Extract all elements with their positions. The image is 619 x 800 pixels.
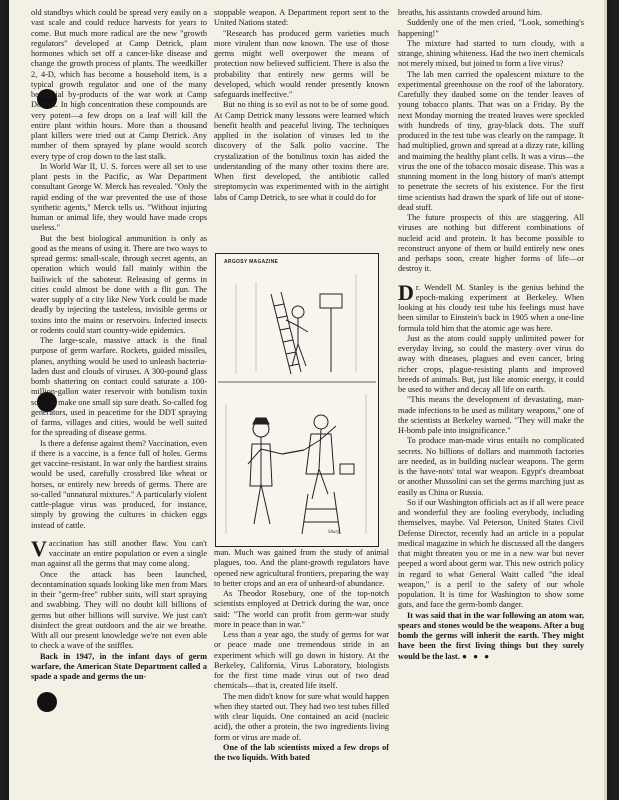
punch-hole-bottom <box>37 692 57 712</box>
paragraph: The future prospects of this are staggering. All viruses are nothing but different combinations of nucleid acid and protein. It has become possible to reconstruct anyone of them or build entirely new ones and perhaps soon, create higher forms of life—or destroy it. <box>398 213 584 274</box>
paragraph: breaths, his assistants crowded around him. <box>398 8 543 17</box>
paragraph: But the best biological ammunition is only as good as the means of using it. There are two ways to spread germs: small-scale, through secret agents, an operation which would fall mainly within the bailiwick of the saboteur. Releasing of germs in cities could almost be done with a flit gun. The water supply of a city like New York could be made deadly by injecting the tasteless, invisible germs or toxins into the mains or reservoirs. Infected insects or rodents could start country-wide epidemics. <box>31 233 207 335</box>
paragraph: In World War II, U. S. forces were all set to use plant pests in the Pacific, as War Department consultant George W. Merck has revealed. "Only the rapid ending of the war prevented the use of those synthetic agents," Merck tells us. "Without injuring human or animal life, they would have made crops useless." <box>31 161 207 233</box>
paragraph: The lab men carried the opalescent mixture to the experimental greenhouse on the roof of the laboratory. Carefully they daubed some on the tender leaves of young tobacco plants. That was on a Friday. By the next Monday morning the treated leaves were speckled with hundreds of tiny, gray-black dots. The stuff produced in the test tube was clearly on the rampage. It had multiplied, grown and spread at a dizzy rate, killing and maiming the healthy plant cells. It was a virus—the virus the one of the tobacco mosaic disease. This was a stunning moment in the long history of man's attempt to penetrate the secrets of his existence. For the first time scientists had drawn the spark of life out of stone-dead stuff. <box>398 69 584 212</box>
column-2-bottom <box>214 548 389 763</box>
cartoon-illustration <box>215 253 379 547</box>
paragraph: Suddenly one of the men cried, "Look, something's happening!" <box>398 18 584 38</box>
cartoon-signature: Sharp <box>328 530 340 535</box>
cartoon-credit: ARGOSY MAGAZINE <box>224 259 279 265</box>
paragraph: old standbys which could be spread very easily on a vast scale and could reduce harvests for years to come. But much more radical are the new "growth regulators" developed at Camp Detrick, plant hormones which set off a cancer-like disease and change the growth process of plants. The weedkiller 2, 4-D, which has become a household item, is a typical growth regulator and one of the many beneficial by-products of the war work at Camp Detrick. In high concentration these compounds are very potent—a few drops on a leaf will kill the entire plant within hours. More than a thousand plant killers were tried out at Camp Detrick. Any number of them sprayed by plane would scorch every type of crop down to the last stalk. <box>31 8 207 161</box>
scan-edge <box>604 0 607 800</box>
paragraph: To produce man-made virus entails no complicated secrets. No billions of dollars and mammoth factories are needed, as in building nuclear weapons. The germ is the have-nots' total war weapon. Egypt's dreamboat or another Mussolini can set the germs marching just as easily as China or Russia. <box>398 436 584 497</box>
paragraph: man. Much was gained from the study of animal plagues, too. And the plant-growth regulators have opened new agricultural frontiers, preparing the way to better crops and an era of unheard-of abundance. <box>214 548 389 588</box>
paragraph: Just as the atom could supply unlimited power for everyday living, so could the mastery over virus do away with diseases, plagues and even cancer, bring richer crops, plague-resisting plants and improved breeds of animals. But, just like atomic energy, it could be used to wither and decay all life on earth. <box>398 333 584 394</box>
magazine-page <box>9 0 607 800</box>
paragraph-dropcap: Dr. Wendell M. Stanley is the genius behind the epoch-making experiment at Berkeley. When looking at his cloudy test tube his feelings must have been similar to Einstein's back in 1905 when a one-line formula told him that the atomic age was here. <box>398 279 584 333</box>
paragraph: The men didn't know for sure what would happen when they started out. They had two test tubes filled with clear liquids. One contained an acid (nucleic acid), the other a protein, the two ingredients living form or virus are made of. <box>214 691 389 742</box>
paragraph: So if our Washington officials act as if all were peace and wonderful they are fooling everybody, including themselves, maybe. Val Peterson, United States Civil Defense Director, recently had an article in a popular medical magazine in which he discussed all the dangers that might threaten you or me in a new war but never peeped a word about germ war. This new ostrich policy in regard to what General Waitt called "the ideal weapon," is a peril to the safety of our whole population. It is time for Washington to show some guts, and face the germ-bomb danger. <box>398 497 584 610</box>
end-mark: ● ● ● <box>461 651 492 661</box>
paragraph-dropcap: Vaccination has still another flaw. You can't vaccinate an entire population or even a single man against all the germs that may come along. <box>31 535 207 569</box>
paragraph: Back in 1947, in the infant days of germ warfare, the American State Department called a spade a spade and germs the un- <box>31 651 207 681</box>
paragraph: But no thing is so evil as not to be of some good. At Camp Detrick many lessons were learned which benefit health and peaceful living. The techniques applied in the isolation of viruses led to the discovery of the Salk polio vaccine. The crystalization of the botulinus toxin has aided the understanding of the many other toxins there are. When first developed, the antibiotic called streptomycin was experimented with in the airtight labs of Camp Detrick, to see what it could do for <box>214 100 389 202</box>
drop-cap: D <box>398 279 414 305</box>
paragraph: Is there a defense against them? Vaccination, even if there is a vaccine, is a fence full of holes. Germs get vaccine-resistant. In war only the hardiest strains would be used, carefully crossbred like wheat or horses, or entirely new breeds of germs. There are so-called "unnatural mixtures." A particularly violent cattle-plague virus was produced, for instance, simply by growing the cultures in chicken eggs instead of cattle. <box>31 438 207 530</box>
paragraph: The large-scale, massive attack is the final purpose of germ warfare. Rockets, guided missiles, planes, anything would be used to unleash bacteria-laden dust and clouds of viruses. A 300-pound glass bomb shattering on contact could saturate a 100-million-gallon water reservoir with botulism toxin so as to make one small sip sure death. So-called fog generators, used in peacetime for the DDT spraying of farms, villages and cities, would be well suited for the spreading of disease germs. <box>31 336 207 438</box>
column-2-top <box>214 8 389 203</box>
cartoon-drawing <box>216 254 378 546</box>
column-1 <box>31 8 207 682</box>
paragraph: It was said that in the war following an atom war, spears and stones would be the weapons. After a bug bomb the germs will inherit the earth. They might have been the first living things but they surely would be the last. ● ● ● <box>398 610 584 661</box>
paragraph: "This means the development of devastating, man-made infections to be used as military weapons," one of the scientists at Berkeley warned. "They will make the H-bomb pale into insignificance." <box>398 395 584 435</box>
paragraph: "Research has produced germ varieties much more virulent than now known. The use of those germs might well overpower the means of protection now believed sufficient. There is also the probability that entirely new germs will be developed, which would render presently known safeguards ineffective." <box>214 28 389 99</box>
paragraph: One of the lab scientists mixed a few drops of the two liquids. With bated <box>214 742 389 762</box>
paragraph: Once the attack has been launched, decontamination squads looking like men from Mars in their "germ-free" rubber suits, will start spraying and swabbing. They will no doubt kill billions of germs but other billions will survive. We just can't disinfect the great outdoors and the air we breathe. With all our present knowledge we're not even able to check a wave of the sniffles. <box>31 569 207 651</box>
drop-cap: V <box>31 535 47 561</box>
paragraph: Less than a year ago, the study of germs for war or peace made one tremendous stride in an experiment which will go down in history. At the Berkeley, California, Virus Laboratory, biologists for the first time made virus out of two dead chemicals—that is, created life itself. <box>214 630 389 691</box>
paragraph: stoppable weapon. A Department report sent to the United Nations stated: <box>214 8 389 28</box>
column-3 <box>398 8 584 662</box>
paragraph: The mixture had started to turn cloudy, with a strange, shining whiteness. Had the two inert chemicals not merely mixed, but joined to form a live virus? <box>398 38 584 69</box>
paragraph: As Theodor Rosebury, one of the top-notch scientists employed at Detrick during the war, once said: "The world can profit from germ-war study more in peace than in war." <box>214 589 389 629</box>
